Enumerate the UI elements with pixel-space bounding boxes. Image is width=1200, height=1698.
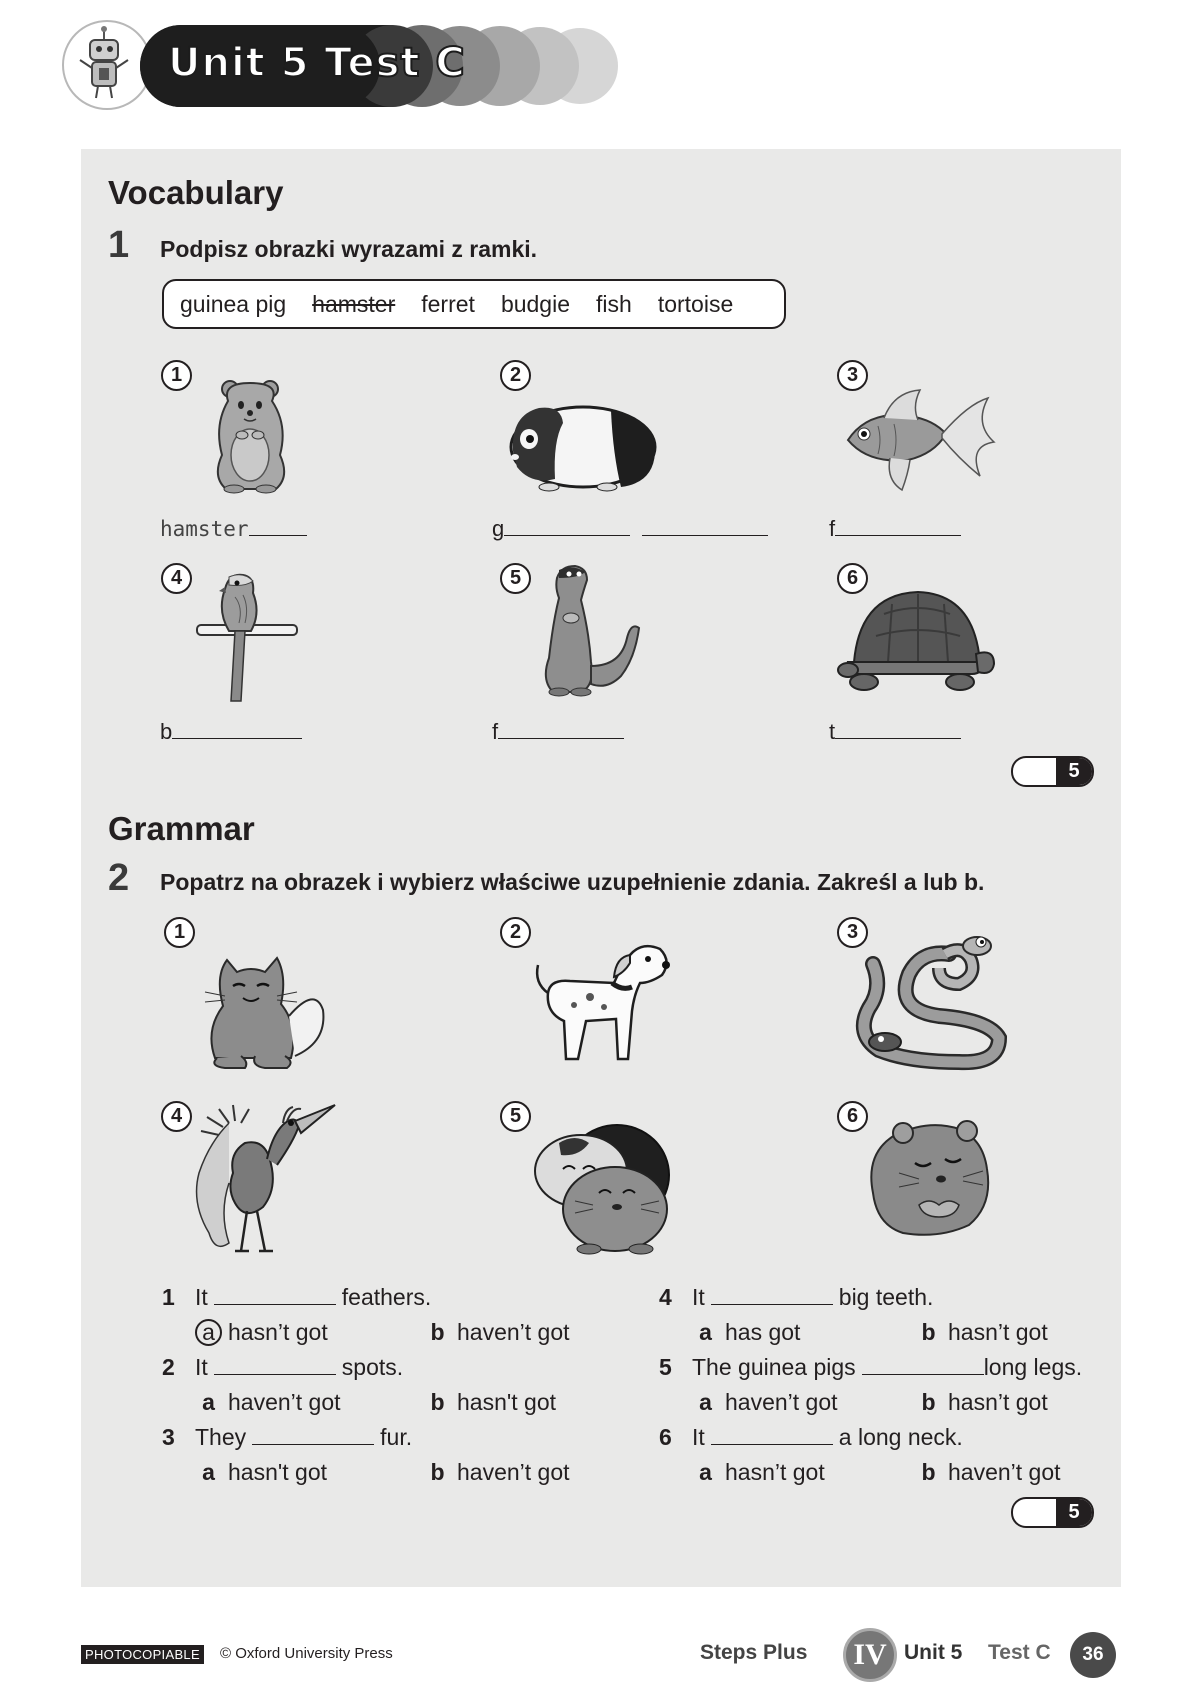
ferret-illustration xyxy=(535,562,645,702)
picture-number: 4 xyxy=(161,1101,192,1132)
blank-line xyxy=(498,719,624,739)
snakes-illustration xyxy=(849,924,1013,1078)
answer-line xyxy=(829,719,961,745)
item-number: 3 xyxy=(837,360,868,391)
item-number: 4 xyxy=(161,563,192,594)
series-name: Steps Plus xyxy=(700,1641,808,1664)
sentence xyxy=(659,1424,963,1451)
budgie-illustration xyxy=(195,567,299,705)
blank-line xyxy=(249,516,307,536)
sentence-end: feathers. xyxy=(341,1284,432,1310)
blank-line xyxy=(642,516,768,536)
sentence-number: 1 xyxy=(162,1284,175,1310)
option-text: haven’t got xyxy=(457,1459,570,1485)
score-box xyxy=(1011,756,1094,787)
copyright: © Oxford University Press xyxy=(220,1645,393,1662)
sentence-end: fur. xyxy=(380,1424,413,1450)
answer-prefix: g xyxy=(492,516,505,541)
score-value: 5 xyxy=(1056,1499,1092,1526)
exercise-instruction: Popatrz na obrazek i wybierz właściwe uzupełnienie zdania. Zakreśl a lub b. xyxy=(160,869,985,895)
item-number: 6 xyxy=(837,563,868,594)
blank-line xyxy=(214,1355,336,1375)
answer-line xyxy=(160,516,307,542)
option-letter: a xyxy=(202,1459,215,1485)
sentence-end: big teeth. xyxy=(838,1284,934,1310)
picture-number: 6 xyxy=(837,1101,868,1132)
word-box-item: budgie xyxy=(500,290,571,317)
sentence xyxy=(162,1284,431,1311)
blank-line xyxy=(214,1285,336,1305)
sentence-start: It xyxy=(692,1424,705,1450)
tortoise-illustration xyxy=(832,584,997,694)
option-letter: a xyxy=(699,1389,712,1415)
option-letter: a xyxy=(195,1319,222,1346)
blank-line xyxy=(172,719,302,739)
answer-line xyxy=(492,719,624,745)
sentence-start: It xyxy=(195,1354,208,1380)
option-letter: a xyxy=(699,1319,712,1345)
options-row xyxy=(692,1319,1048,1346)
word-box xyxy=(162,279,786,329)
guinea-pigs-illustration xyxy=(519,1113,672,1256)
option-text: hasn’t got xyxy=(725,1459,825,1485)
level-logo: IV xyxy=(843,1628,897,1682)
word-box-item: hamster xyxy=(312,290,396,317)
picture-number: 2 xyxy=(500,917,531,948)
hamster-illustration xyxy=(208,373,294,497)
sentence xyxy=(659,1354,1082,1381)
answer-text: hamster xyxy=(160,517,249,541)
word-box-item: ferret xyxy=(421,290,475,317)
blank-line xyxy=(835,719,961,739)
option-text: haven’t got xyxy=(725,1389,838,1415)
robot-mascot-icon xyxy=(62,20,152,110)
sentence-number: 3 xyxy=(162,1424,175,1450)
sentence xyxy=(162,1424,412,1451)
options-row xyxy=(692,1389,1048,1416)
option-text: haven’t got xyxy=(457,1319,570,1345)
option-text: haven’t got xyxy=(948,1459,1061,1485)
sentence-start: It xyxy=(692,1284,705,1310)
option-letter: b xyxy=(430,1319,445,1345)
word-box-item: fish xyxy=(596,290,632,317)
sentence-start: It xyxy=(195,1284,208,1310)
sentence-end: long legs. xyxy=(983,1354,1083,1380)
option-text: hasn’t got xyxy=(228,1319,328,1345)
answer-prefix: f xyxy=(492,719,499,744)
option-letter: b xyxy=(921,1319,936,1345)
word-box-item: tortoise xyxy=(657,290,734,317)
grammar-heading: Grammar xyxy=(108,810,255,847)
option-letter: a xyxy=(202,1389,215,1415)
option-letter: b xyxy=(430,1459,445,1485)
blank-line xyxy=(504,516,630,536)
page-title: Unit 5 Test C xyxy=(168,40,466,86)
sentence-number: 4 xyxy=(659,1284,672,1310)
option-letter: b xyxy=(921,1389,936,1415)
option-text: has got xyxy=(725,1319,801,1345)
answer-line xyxy=(492,516,768,542)
blank-line xyxy=(711,1285,833,1305)
option-text: hasn't got xyxy=(457,1389,557,1415)
vocabulary-heading: Vocabulary xyxy=(108,174,284,211)
item-number: 1 xyxy=(161,360,192,391)
option-text: haven’t got xyxy=(228,1389,341,1415)
options-row xyxy=(195,1459,570,1486)
sentence-number: 5 xyxy=(659,1354,672,1380)
option-letter: b xyxy=(921,1459,936,1485)
picture-number: 5 xyxy=(500,1101,531,1132)
sentence-start: They xyxy=(195,1424,247,1450)
test-label: Test C xyxy=(988,1641,1051,1664)
sentence-number: 2 xyxy=(162,1354,175,1380)
blank-line xyxy=(862,1355,984,1375)
sentence xyxy=(659,1284,933,1311)
exercise-number: 2 xyxy=(108,857,130,899)
bird-illustration xyxy=(189,1103,337,1256)
item-number: 2 xyxy=(500,360,531,391)
item-number: 5 xyxy=(500,563,531,594)
sentence xyxy=(162,1354,403,1381)
guinea-pig-illustration xyxy=(503,395,661,493)
answer-prefix: f xyxy=(829,516,836,541)
blank-line xyxy=(835,516,961,536)
options-row xyxy=(195,1319,570,1346)
answer-line xyxy=(829,516,961,542)
options-row xyxy=(195,1389,556,1416)
answer-prefix: t xyxy=(829,719,836,744)
word-box-item: guinea pig xyxy=(180,290,287,317)
option-letter: a xyxy=(699,1459,712,1485)
dog-illustration xyxy=(530,935,672,1073)
photocopiable-badge: PHOTOCOPIABLE xyxy=(81,1645,204,1664)
sentence-number: 6 xyxy=(659,1424,672,1450)
option-text: hasn't got xyxy=(228,1459,328,1485)
exercise-instruction: Podpisz obrazki wyrazami z ramki. xyxy=(160,236,538,262)
score-value: 5 xyxy=(1056,758,1092,785)
page-number: 36 xyxy=(1070,1632,1116,1678)
answer-line xyxy=(160,719,302,745)
sentence-start: The guinea pigs xyxy=(692,1354,856,1380)
option-text: hasn’t got xyxy=(948,1389,1048,1415)
sentence-end: spots. xyxy=(341,1354,404,1380)
answer-prefix: b xyxy=(160,719,173,744)
picture-number: 3 xyxy=(837,917,868,948)
blank-line xyxy=(252,1425,374,1445)
exercise-number: 1 xyxy=(108,224,130,266)
cat-illustration xyxy=(195,946,327,1072)
sleeping-hamster-illustration xyxy=(859,1113,997,1240)
score-box xyxy=(1011,1497,1094,1528)
sentence-end: a long neck. xyxy=(838,1424,963,1450)
picture-number: 1 xyxy=(164,917,195,948)
options-row xyxy=(692,1459,1061,1486)
option-letter: b xyxy=(430,1389,445,1415)
option-text: hasn’t got xyxy=(948,1319,1048,1345)
unit-label: Unit 5 xyxy=(904,1641,963,1664)
goldfish-illustration xyxy=(838,384,998,494)
blank-line xyxy=(711,1425,833,1445)
